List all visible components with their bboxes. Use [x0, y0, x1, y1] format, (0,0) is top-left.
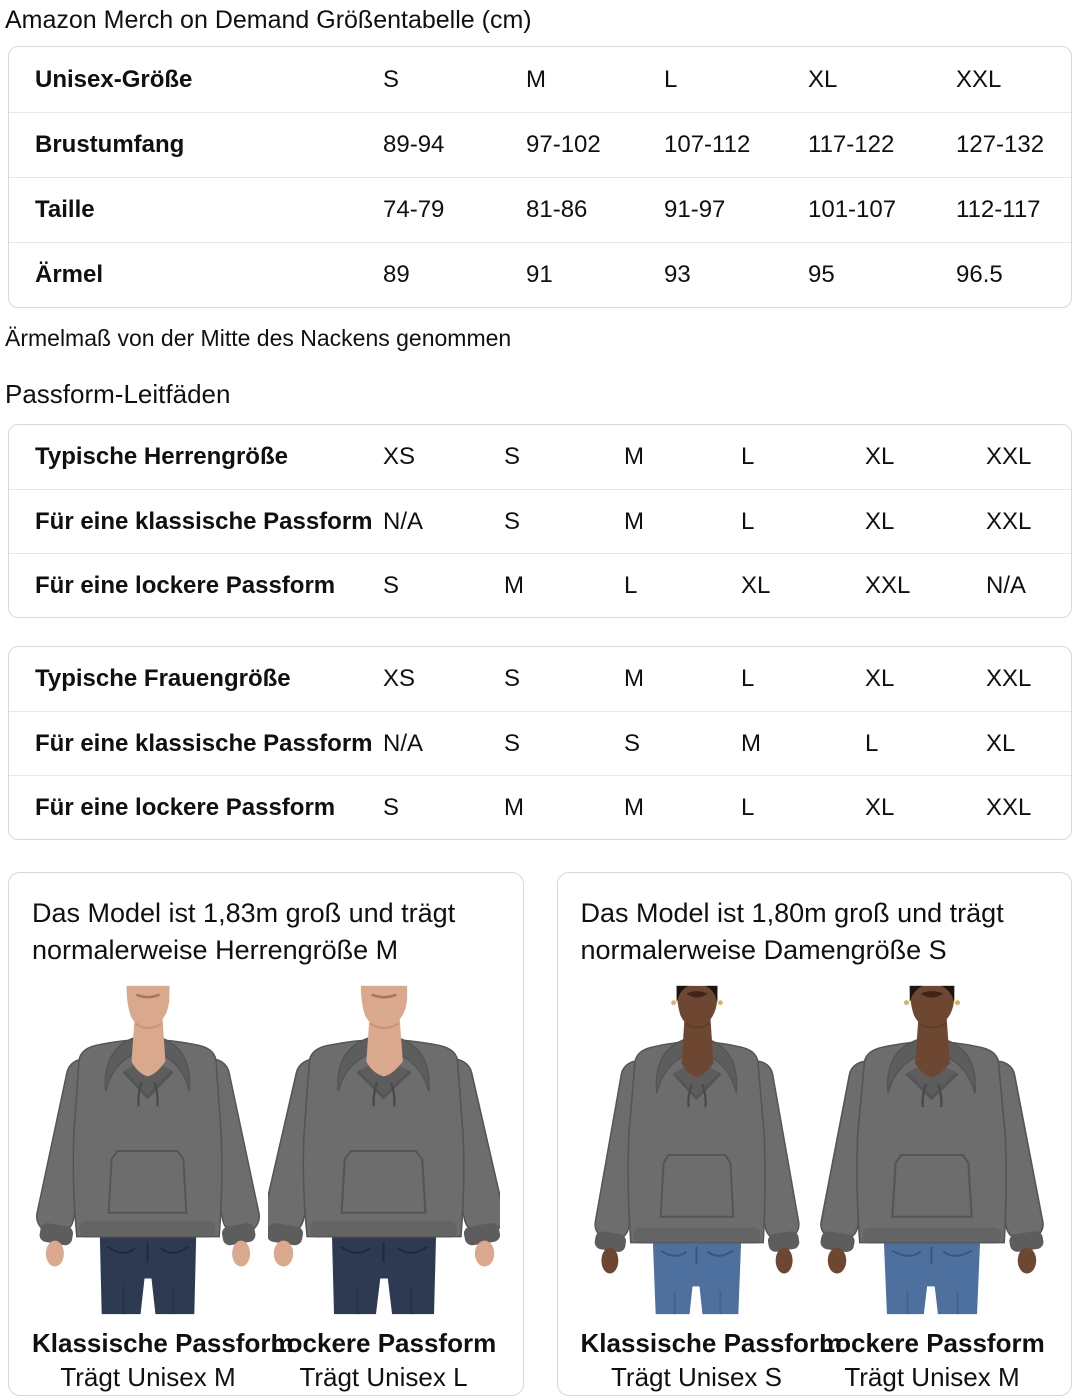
table-header-row	[9, 47, 1071, 112]
value-cell: M	[504, 571, 524, 599]
size-header-cell: M	[526, 65, 546, 93]
table-row	[9, 775, 1071, 839]
female-hoodie-illustration	[581, 985, 813, 1315]
model-description: Das Model ist 1,80m groß und trägt normalerweise Damengröße S	[580, 898, 1004, 965]
row-label: Für eine lockere Passform	[35, 793, 336, 821]
row-label: Typische Frauengröße	[35, 665, 291, 692]
value-cell: XL	[986, 729, 1016, 757]
table-row	[9, 489, 1071, 553]
table-row-chest	[9, 112, 1071, 177]
value-cell: 101-107	[808, 196, 897, 223]
value-cell: M	[624, 665, 644, 692]
value-cell: 117-122	[808, 131, 895, 158]
table-row-sleeve	[9, 242, 1071, 307]
value-cell: XXL	[986, 507, 1032, 535]
fit-caption-title: Lockere Passform	[819, 1328, 1045, 1358]
value-cell: S	[504, 443, 521, 470]
value-cell: 89-94	[383, 131, 445, 158]
value-cell: XL	[741, 571, 771, 599]
value-cell: 127-132	[956, 131, 1045, 158]
value-cell: L	[741, 443, 755, 470]
male-classic-figure	[32, 985, 294, 1394]
value-cell: S	[504, 507, 521, 535]
female-loose-figure	[816, 985, 1048, 1394]
value-cell: 91-97	[664, 196, 726, 223]
value-cell: M	[624, 793, 644, 821]
table-row	[9, 553, 1071, 617]
model-figures	[581, 985, 1049, 1394]
female-model-loose-photo	[816, 985, 1048, 1315]
value-cell: XS	[383, 665, 416, 692]
sleeve-measure-note: Ärmelmaß von der Mitte des Nackens genommen	[5, 325, 512, 351]
value-cell: XXL	[986, 443, 1032, 470]
size-header-cell: S	[383, 65, 400, 93]
value-cell: XXL	[986, 793, 1032, 821]
female-hoodie-illustration	[816, 985, 1048, 1315]
value-cell: XS	[383, 443, 416, 470]
value-cell: S	[383, 571, 400, 599]
size-header-cell: XXL	[956, 65, 1002, 93]
row-label: Brustumfang	[35, 131, 185, 158]
value-cell: L	[624, 571, 638, 599]
value-cell: XL	[865, 507, 895, 535]
page-title: Amazon Merch on Demand Größentabelle (cm)	[5, 6, 532, 34]
value-cell: M	[504, 793, 524, 821]
value-cell: L	[865, 729, 879, 757]
value-cell: 95	[808, 261, 835, 288]
unisex-size-table	[8, 46, 1072, 308]
table-row-waist	[9, 177, 1071, 242]
value-cell: 107-112	[664, 131, 751, 158]
value-cell: XL	[865, 665, 895, 692]
value-cell: 81-86	[526, 196, 588, 223]
value-cell: S	[624, 729, 641, 757]
value-cell: 74-79	[383, 196, 445, 223]
value-cell: M	[741, 729, 761, 757]
fit-caption-size: Trägt Unisex M	[844, 1362, 1020, 1392]
value-cell: M	[624, 507, 644, 535]
value-cell: S	[383, 793, 400, 821]
model-cards	[8, 872, 1072, 1396]
table-row	[9, 711, 1071, 775]
fit-caption-size: Trägt Unisex L	[299, 1362, 468, 1392]
value-cell: N/A	[986, 571, 1027, 599]
value-cell: S	[504, 665, 521, 692]
female-classic-figure	[580, 985, 843, 1394]
model-figures	[32, 985, 500, 1394]
row-label: Taille	[35, 196, 95, 223]
male-loose-figure	[268, 985, 500, 1394]
female-model-card	[557, 872, 1073, 1396]
value-cell: L	[741, 793, 755, 821]
fit-guides-heading: Passform-Leitfäden	[5, 379, 231, 409]
value-cell: L	[741, 665, 755, 692]
value-cell: 97-102	[526, 131, 601, 158]
men-fit-table	[8, 424, 1072, 618]
value-cell: 89	[383, 261, 410, 288]
value-cell: N/A	[383, 729, 424, 757]
value-cell: XL	[865, 443, 895, 470]
women-fit-table	[8, 646, 1072, 840]
value-cell: S	[504, 729, 521, 757]
male-model-loose-photo	[268, 985, 500, 1315]
female-model-classic-photo	[581, 985, 813, 1315]
value-cell: M	[624, 443, 644, 470]
size-header-cell: XL	[808, 65, 838, 93]
value-cell: L	[741, 507, 755, 535]
fit-caption-size: Trägt Unisex M	[60, 1362, 236, 1392]
table-row	[9, 425, 1071, 489]
row-label: Typische Herrengröße	[35, 443, 288, 470]
value-cell: N/A	[383, 507, 424, 535]
value-cell: 93	[664, 261, 691, 288]
row-label: Ärmel	[35, 261, 104, 288]
male-hoodie-illustration	[32, 985, 264, 1315]
model-description: Das Model ist 1,83m groß und trägt normalerweise Herrengröße M	[32, 898, 456, 965]
fit-caption-title: Klassische Passform	[580, 1328, 843, 1358]
size-header-cell: L	[664, 65, 678, 93]
row-label: Unisex-Größe	[35, 65, 193, 93]
row-label: Für eine lockere Passform	[35, 571, 336, 599]
male-hoodie-illustration	[268, 985, 500, 1315]
row-label: Für eine klassische Passform	[35, 507, 373, 535]
fit-caption-title: Lockere Passform	[270, 1328, 497, 1358]
row-label: Für eine klassische Passform	[35, 729, 373, 757]
value-cell: XXL	[865, 571, 911, 599]
male-model-classic-photo	[32, 985, 264, 1315]
value-cell: XXL	[986, 665, 1032, 692]
value-cell: 112-117	[956, 196, 1041, 223]
fit-caption-title: Klassische Passform	[32, 1328, 294, 1358]
male-model-card	[8, 872, 524, 1396]
value-cell: 91	[526, 261, 553, 288]
value-cell: XL	[865, 793, 895, 821]
fit-caption-size: Trägt Unisex S	[611, 1362, 782, 1392]
value-cell: 96.5	[956, 261, 1003, 288]
table-row	[9, 647, 1071, 711]
